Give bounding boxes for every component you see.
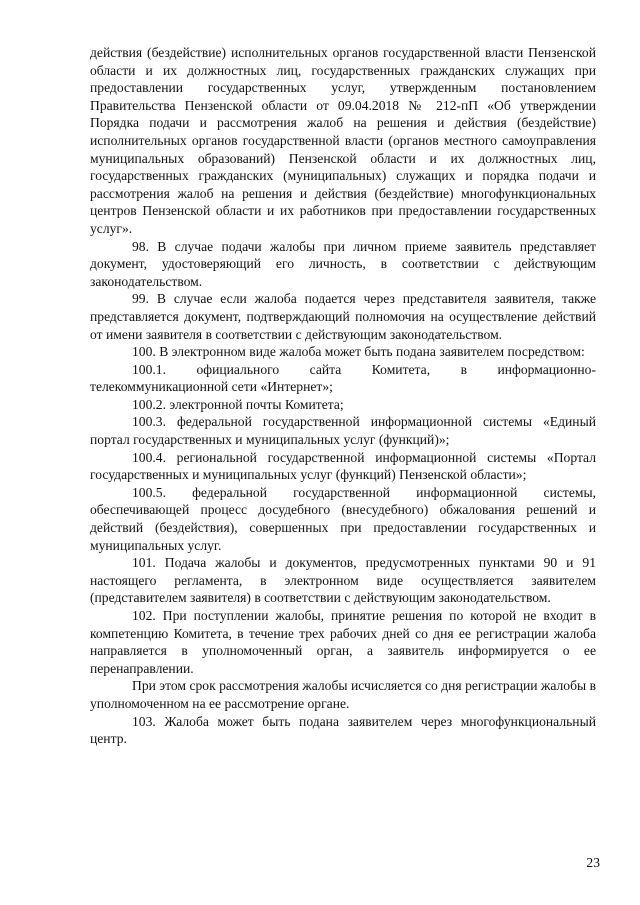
paragraph-102-note: При этом срок рассмотрения жалобы исчисляется со дня регистрации жалобы в уполномоченном на ее рассмотрение органе. (90, 678, 596, 711)
document-body (90, 44, 596, 748)
paragraph-continuation: действия (бездействие) исполнительных органов государственной власти Пензенской области и их должностных лиц, государственных гражданских служащих при предоставлении государственных услуг, утвержденным постановлением Правительства Пензенской области от 09.04.2018 № 212-пП «Об утверждении Порядка подачи и рассмотрения жалоб на решения и действия (бездействие) исполнительных органов государственной власти (органов местного самоуправления муниципальных образований) Пензенской области и их должностных лиц, государственных гражданских (муниципальных) служащих и порядка подачи и рассмотрения жалоб на решения и действия (бездействие) многофункциональных центров Пензенской области и их работников при предоставлении государственных услуг». (90, 45, 596, 236)
paragraph-99: 99. В случае если жалоба подается через представителя заявителя, также представляется документ, подтверждающий полномочия на осуществление действий от имени заявителя в соответствии с действующим законодательством. (90, 291, 596, 342)
paragraph-98: 98. В случае подачи жалобы при личном приеме заявитель представляет документ, удостоверяющий его личность, в соответствии с действующим законодательством. (90, 238, 596, 289)
paragraph-100-5: 100.5. федеральной государственной информационной системы, обеспечивающей процесс досудебного (внесудебного) обжалования решений и действий (бездействия), совершенных при предоставлении государственных и муниципальных услуг. (90, 484, 596, 553)
page-number: 23 (586, 855, 600, 870)
paragraph-101: 101. Подача жалобы и документов, предусмотренных пунктами 90 и 91 настоящего регламента, в электронном виде осуществляется заявителем (представителем заявителя) в соответствии с действующим законодательством. (90, 555, 596, 606)
paragraph-100-4: 100.4. региональной государственной информационной системы «Портал государственных и муниципальных услуг (функций) Пензенской области»; (90, 449, 596, 483)
paragraph-102: 102. При поступлении жалобы, принятие решения по которой не входит в компетенцию Комитета, в течение трех рабочих дней со дня ее регистрации жалоба направляется в уполномоченный орган, а заявитель информируется о ее перенаправлении. (90, 608, 596, 676)
paragraph-100-2: 100.2. электронной почты Комитета; (132, 396, 344, 412)
paragraph-100-3: 100.3. федеральной государственной информационной системы «Единый портал государственных и муниципальных услуг (функций)»; (90, 414, 596, 448)
paragraph-103: 103. Жалоба может быть подана заявителем через многофункциональный центр. (90, 713, 596, 747)
paragraph-100-1: 100.1. официального сайта Комитета, в информационно-телекоммуникационной сети «Интернет»; (90, 361, 596, 395)
paragraph-100: 100. В электронном виде жалоба может быть подана заявителем посредством: (132, 344, 585, 360)
